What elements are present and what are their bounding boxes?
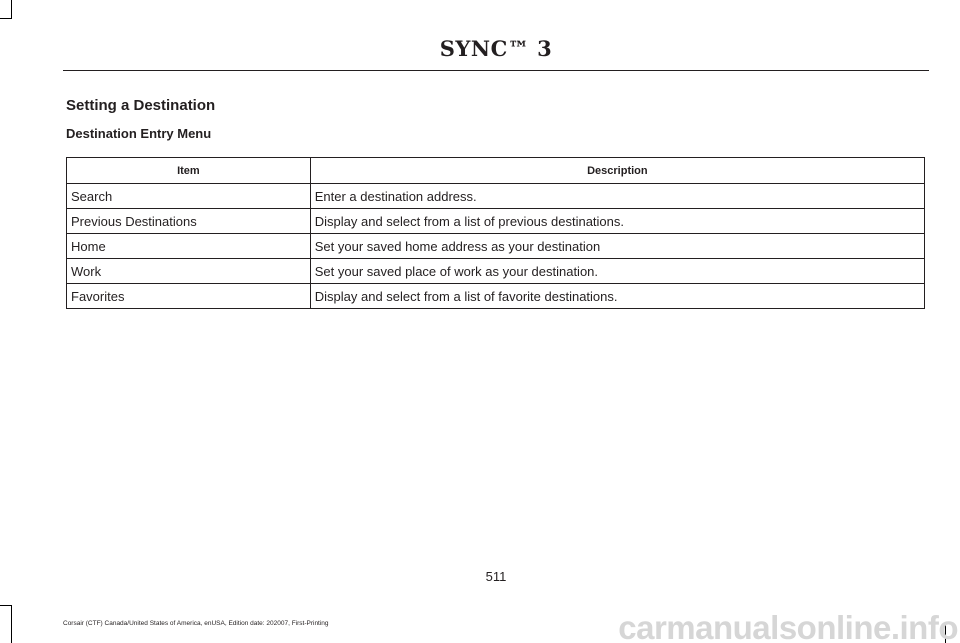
table-cell-description: Display and select from a list of favorite destinations. [310, 284, 924, 309]
table-cell-item: Previous Destinations [67, 209, 311, 234]
table-row [67, 234, 925, 259]
section-heading: Setting a Destination [66, 97, 216, 114]
edition-footer: Corsair (CTF) Canada/United States of America, enUSA, Edition date: 202007, First-Printing [63, 620, 329, 627]
destination-entry-table [66, 157, 925, 309]
table-row [67, 209, 925, 234]
table-cell-description: Display and select from a list of previous destinations. [310, 209, 924, 234]
crop-mark-top-left-horizontal [0, 18, 12, 19]
crop-mark-bottom-left-vertical [11, 605, 12, 643]
crop-mark-bottom-left-horizontal [0, 605, 12, 606]
table-cell-description: Enter a destination address. [310, 184, 924, 209]
page-header-title: SYNC™ 3 [439, 36, 553, 61]
table-row [67, 284, 925, 309]
watermark: carmanualsonline.info [618, 609, 958, 643]
table-row [67, 259, 925, 284]
column-header-description: Description [310, 158, 924, 184]
table-caption: Destination Entry Menu [66, 126, 212, 141]
table-cell-description: Set your saved home address as your destination [310, 234, 924, 259]
table-cell-description: Set your saved place of work as your destination. [310, 259, 924, 284]
page-number: 511 [485, 569, 507, 584]
column-header-item: Item [67, 158, 311, 184]
header-divider [63, 70, 929, 71]
table-header-row [67, 158, 925, 184]
table-cell-item: Search [67, 184, 311, 209]
table-cell-item: Work [67, 259, 311, 284]
table-cell-item: Favorites [67, 284, 311, 309]
table-cell-item: Home [67, 234, 311, 259]
table-row [67, 184, 925, 209]
crop-mark-top-left-vertical [11, 0, 12, 18]
